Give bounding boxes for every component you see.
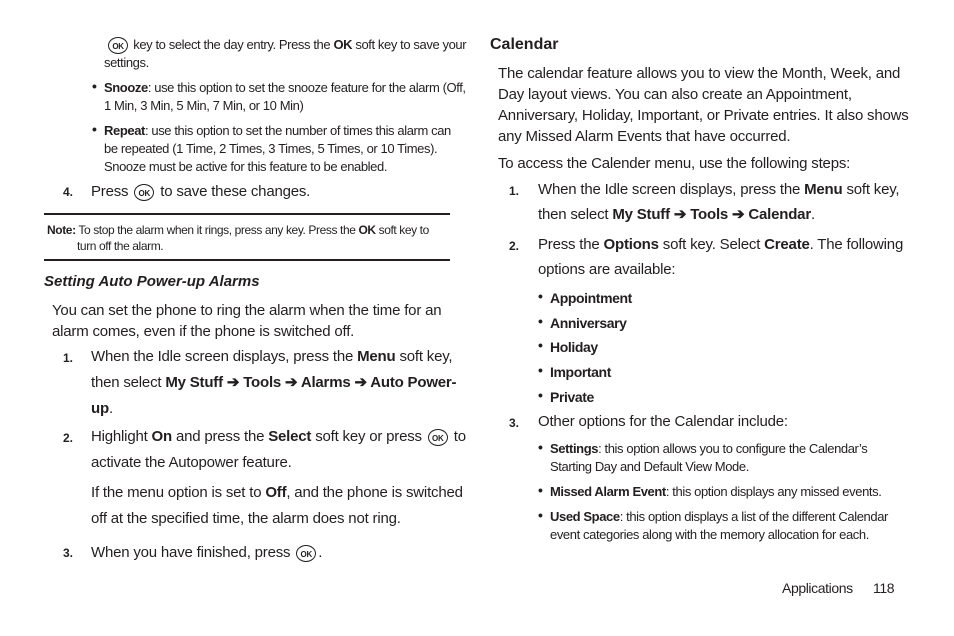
step4-text: Press OK to save these changes. (91, 183, 311, 200)
ok-key-icon: OK (428, 429, 448, 446)
step2-para2-line2: off at the specified time, the alarm does not ring. (91, 510, 401, 527)
step2-para2-line1: If the menu option is set to Off, and the phone is switched (91, 484, 463, 501)
cal-step2-line2: options are available: (538, 261, 676, 278)
step-number: 4. (63, 185, 74, 199)
cal-access-text: To access the Calender menu, use the following steps: (498, 155, 851, 172)
ok-key-icon: OK (108, 37, 128, 54)
ok-key-icon: OK (296, 545, 316, 562)
cal-intro-line4: any Missed Alarm Events that have occurred. (498, 128, 791, 145)
footer-section: Applications (782, 580, 853, 596)
section-heading: Setting Auto Power-up Alarms (44, 273, 260, 290)
step-number: 3. (509, 416, 520, 430)
step1-line3: up. (91, 400, 113, 417)
ok-key-icon: OK (134, 184, 154, 201)
cal-intro-line3: Anniversary, Holiday, Important, or Private entries. It also shows (498, 107, 909, 124)
step2-line2: activate the Autopower feature. (91, 454, 292, 471)
repeat-item-line2: be repeated (1 Time, 2 Times, 3 Times, 5 Times, or 10 Times). (104, 141, 438, 156)
step-number: 1. (63, 351, 74, 365)
cal-step3-text: Other options for the Calendar include: (538, 413, 788, 430)
cal-step2-line1: Press the Options soft key. Select Create. The following (538, 236, 904, 253)
bullet: • (538, 439, 543, 455)
snooze-item: Snooze: use this option to set the snooze feature for the alarm (Off, (104, 80, 466, 95)
bullet: • (538, 313, 543, 329)
step-number: 2. (509, 239, 520, 253)
cal-intro-line2: Day layout views. You can also create an Appointment, (498, 86, 852, 103)
note: Note: To stop the alarm when it rings, press any key. Press the OK soft key to (47, 223, 429, 237)
used-space-item-line2: event categories along with the memory allocation for each. (550, 527, 869, 542)
option-holiday: Holiday (550, 339, 598, 355)
step-number: 1. (509, 184, 520, 198)
cal-intro-line1: The calendar feature allows you to view the Month, Week, and (498, 65, 901, 82)
note-bottom-rule (44, 259, 450, 261)
note-line2: turn off the alarm. (77, 239, 164, 253)
intro-line2: alarm comes, even if the phone is switched off. (52, 323, 355, 340)
used-space-item: Used Space: this option displays a list of the different Calendar (550, 509, 888, 524)
continued-text: OK key to select the day entry. Press the OK soft key to save your (106, 36, 466, 55)
snooze-item-line2: 1 Min, 3 Min, 5 Min, 7 Min, or 10 Min) (104, 98, 304, 113)
step1-line2: then select My Stuff ➔ Tools ➔ Alarms ➔ Auto Power- (91, 374, 457, 391)
continued-text-line2: settings. (104, 55, 149, 70)
step2-line1: Highlight On and press the Select soft key or press OK to (91, 428, 466, 445)
bullet: • (538, 507, 543, 523)
bullet: • (92, 78, 97, 94)
step3-text: When you have finished, press OK . (91, 544, 323, 561)
step-number: 2. (63, 431, 74, 445)
bullet: • (538, 387, 543, 403)
cal-step1-line1: When the Idle screen displays, press the Menu soft key, (538, 181, 900, 198)
bullet: • (538, 288, 543, 304)
bullet: • (538, 362, 543, 378)
option-appointment: Appointment (550, 290, 632, 306)
calendar-heading: Calendar (490, 36, 559, 53)
bullet: • (538, 482, 543, 498)
option-important: Important (550, 364, 611, 380)
missed-alarm-item: Missed Alarm Event: this option displays any missed events. (550, 484, 882, 499)
note-top-rule (44, 213, 450, 215)
intro-line1: You can set the phone to ring the alarm when the time for an (52, 302, 442, 319)
step1-line1: When the Idle screen displays, press the Menu soft key, (91, 348, 453, 365)
repeat-item: Repeat: use this option to set the number of times this alarm can (104, 123, 451, 138)
settings-item: Settings: this option allows you to configure the Calendar’s (550, 441, 868, 456)
option-anniversary: Anniversary (550, 315, 627, 331)
settings-item-line2: Starting Day and Default View Mode. (550, 459, 749, 474)
bullet: • (92, 121, 97, 137)
bullet: • (538, 337, 543, 353)
step-number: 3. (63, 546, 74, 560)
cal-step1-line2: then select My Stuff ➔ Tools ➔ Calendar. (538, 206, 815, 223)
repeat-item-line3: Snooze must be active for this feature to be enabled. (104, 159, 388, 174)
page-number: 118 (873, 580, 895, 596)
option-private: Private (550, 389, 594, 405)
